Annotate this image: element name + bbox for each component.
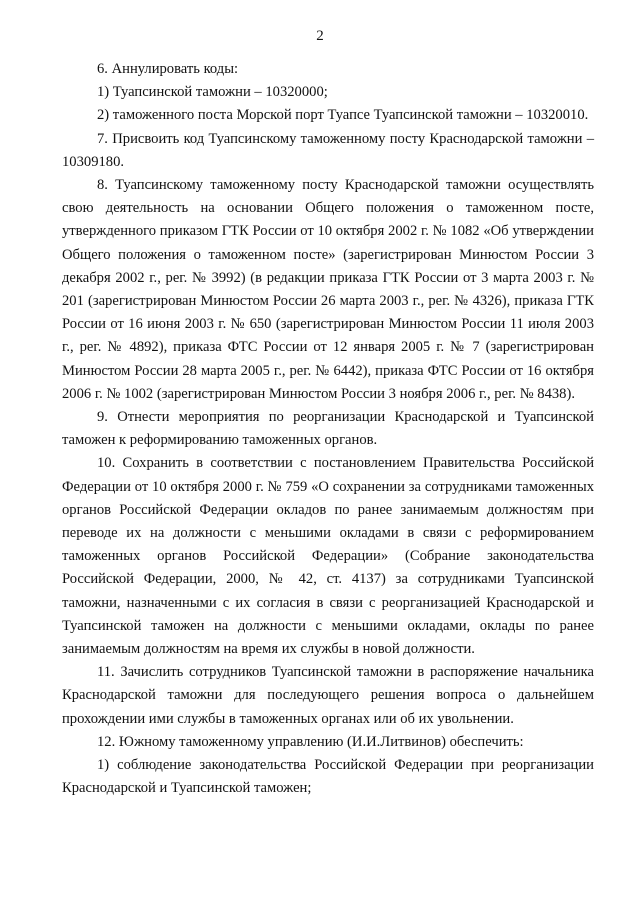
paragraph-code-sea-port-post: 2) таможенного поста Морской порт Туапсе Туапсинской таможни – 10320010.	[97, 107, 589, 124]
paragraph-code-tuapse-customs: 1) Туапсинской таможни – 10320000;	[97, 84, 328, 101]
paragraph-assign-code: 7. Присвоить код Туапсинскому таможенному посту Краснодарской таможни – 10309180.	[62, 130, 594, 170]
paragraph-southern-directorate: 12. Южному таможенному управлению (И.И.Литвинов) обеспечить:	[97, 733, 524, 750]
paragraph-compliance: 1) соблюдение законодательства Российской Федерации при реорганизации Краснодарской и Туапсинской таможен;	[62, 757, 594, 797]
paragraph-staff-enrollment: 11. Зачислить сотрудников Туапсинской таможни в распоряжение начальника Краснодарской таможни для последующего решения вопроса о дальнейшем прохождении ими службы в таможенных органах или об их увольнении.	[62, 664, 594, 727]
page-number: 2	[316, 28, 324, 44]
paragraph-annul-codes: 6. Аннулировать коды:	[97, 61, 239, 77]
document-body	[62, 58, 594, 801]
paragraph-post-regulation: 8. Туапсинскому таможенному посту Краснодарской таможни осуществлять свою деятельность на основании Общего положения о таможенном посте, утвержденного приказом ГТК России от 10 октября 2002 г. № 1082 «Об утверждении Общего положения о таможенном посте» (зарегистрирован Минюстом России 3 декабря 2002 г., рег. № 3992) (в редакции приказа ГТК России от 3 марта 2003 г. № 201 (зарегистрирован Минюстом России 26 марта 2003 г., рег. № 4326), приказа ГТК России от 16 июня 2003 г. № 650 (зарегистрирован Минюстом России 11 июля 2003 г., рег. № 4892), приказа ФТС России от 12 января 2005 г. № 7 (зарегистрирован Минюстом России 28 марта 2005 г., рег. № 6442), приказа ФТС России от 16 октября 2006 г. № 1002 (зарегистрирован Минюстом России 3 ноября 2006 г., рег. № 8438).	[62, 177, 594, 402]
paragraph-reorganization-measures: 9. Отнести мероприятия по реорганизации Краснодарской и Туапсинской таможен к реформированию таможенных органов.	[62, 409, 594, 449]
paragraph-salary-preservation: 10. Сохранить в соответствии с постановлением Правительства Российской Федерации от 10 октября 2000 г. № 759 «О сохранении за сотрудниками таможенных органов Российской Федерации окладов по ранее занимаемым должностям при переводе их на должности с меньшими окладами в связи с реформированием таможенных органов Российской Федерации» (Собрание законодательства Российской Федерации, 2000, № 42, ст. 4137) за сотрудниками Туапсинской таможни, назначенными с их согласия в связи с реорганизацией Краснодарской и Туапсинской таможен на должности с меньшими окладами, оклады по ранее занимаемым должностям на время их службы в новой должности.	[62, 455, 594, 658]
